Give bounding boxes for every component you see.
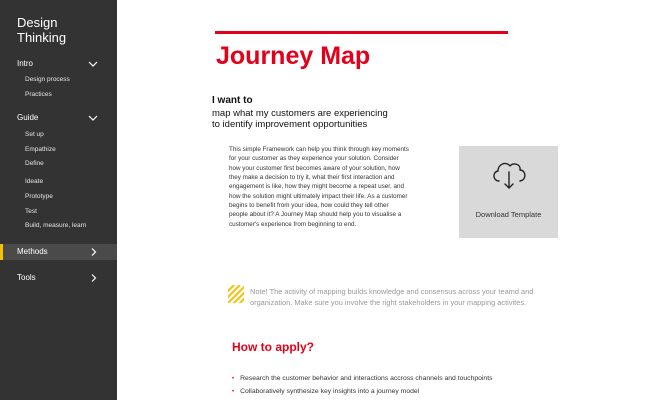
description-line: for your customer as they experience your solution. Consider (229, 155, 399, 163)
list-item-text: Research the customer behavior and interactions accross channels and touchpoints (240, 375, 493, 382)
chevron-right-icon (88, 274, 98, 282)
active-indicator (0, 244, 3, 260)
description-line: begins to benefit from your idea, how could they tell other (229, 202, 389, 210)
brand-line-1: Design (17, 15, 58, 30)
description-line: how your customer first becomes aware of your solution, how (229, 164, 400, 172)
description-line: people about it? A Journey Map should help you to visualise a (229, 211, 402, 219)
want-line-2: to identify improvement opportunities (212, 119, 368, 130)
note-line-2: organization. Make sure you involve the right stakeholders in your mapping activites. (250, 298, 527, 307)
sidebar-item-practices[interactable]: Practices (25, 91, 52, 98)
bullet-icon: • (232, 389, 235, 395)
description-line: This simple Framework can help you think through key moments (229, 146, 409, 153)
chevron-right-icon (88, 248, 98, 256)
sidebar-section-intro[interactable] (0, 58, 117, 72)
want-heading: I want to (212, 95, 253, 106)
sidebar-section-guide-label: Guide (17, 113, 39, 122)
list-item (232, 375, 493, 382)
title-rule (215, 31, 508, 34)
description-line: engagement is like, how they might become a repeat user, and (229, 183, 405, 191)
brand-line-2: Thinking (17, 30, 67, 45)
sidebar-item-set-up[interactable]: Set up (25, 131, 44, 138)
sidebar-item-empathize[interactable]: Empathize (25, 146, 56, 153)
sidebar-item-ideate[interactable]: Ideate (25, 178, 44, 185)
sidebar-item-design-process[interactable]: Design process (25, 76, 70, 83)
cloud-download-icon (490, 157, 528, 191)
note-stripes-icon (228, 285, 244, 303)
list-item (232, 388, 419, 395)
sidebar-section-intro-label: Intro (17, 59, 34, 68)
how-to-apply-heading: How to apply? (232, 340, 314, 354)
bullet-icon: • (232, 376, 235, 382)
sidebar-section-methods-label: Methods (17, 247, 48, 256)
note-line-1: Note! The activity of mapping builds knowledge and consensus across your teamd and (250, 287, 534, 296)
sidebar-section-methods[interactable] (0, 244, 117, 260)
sidebar-item-build-measure-learn[interactable]: Build, measure, learn (25, 222, 87, 229)
sidebar-section-tools[interactable] (0, 272, 117, 286)
download-template-button[interactable] (459, 146, 558, 238)
description-line: how the solution might ultimately impact their life. As a customer (229, 192, 408, 200)
want-line-1: map what my customers are experiencing (212, 108, 388, 119)
sidebar-item-test[interactable]: Test (25, 208, 37, 215)
sidebar-section-guide[interactable] (0, 112, 117, 126)
description (229, 145, 429, 229)
brand-logo[interactable] (17, 15, 66, 45)
page-title: Journey Map (216, 42, 371, 70)
sidebar-item-define[interactable]: Define (25, 160, 44, 167)
description-line: customer's experience from beginning to end. (229, 220, 357, 228)
sidebar-item-prototype[interactable]: Prototype (25, 193, 53, 200)
sidebar-section-tools-label: Tools (17, 273, 36, 282)
sidebar (0, 0, 117, 400)
download-template-label: Download Template (475, 210, 542, 219)
chevron-down-icon (88, 60, 98, 68)
note-text (250, 286, 533, 308)
list-item-text: Collaboratively synthesize key insights into a journey model (240, 388, 420, 395)
chevron-down-icon (88, 114, 98, 122)
description-line: they make a decision to try it, what their first interaction and (229, 174, 395, 182)
